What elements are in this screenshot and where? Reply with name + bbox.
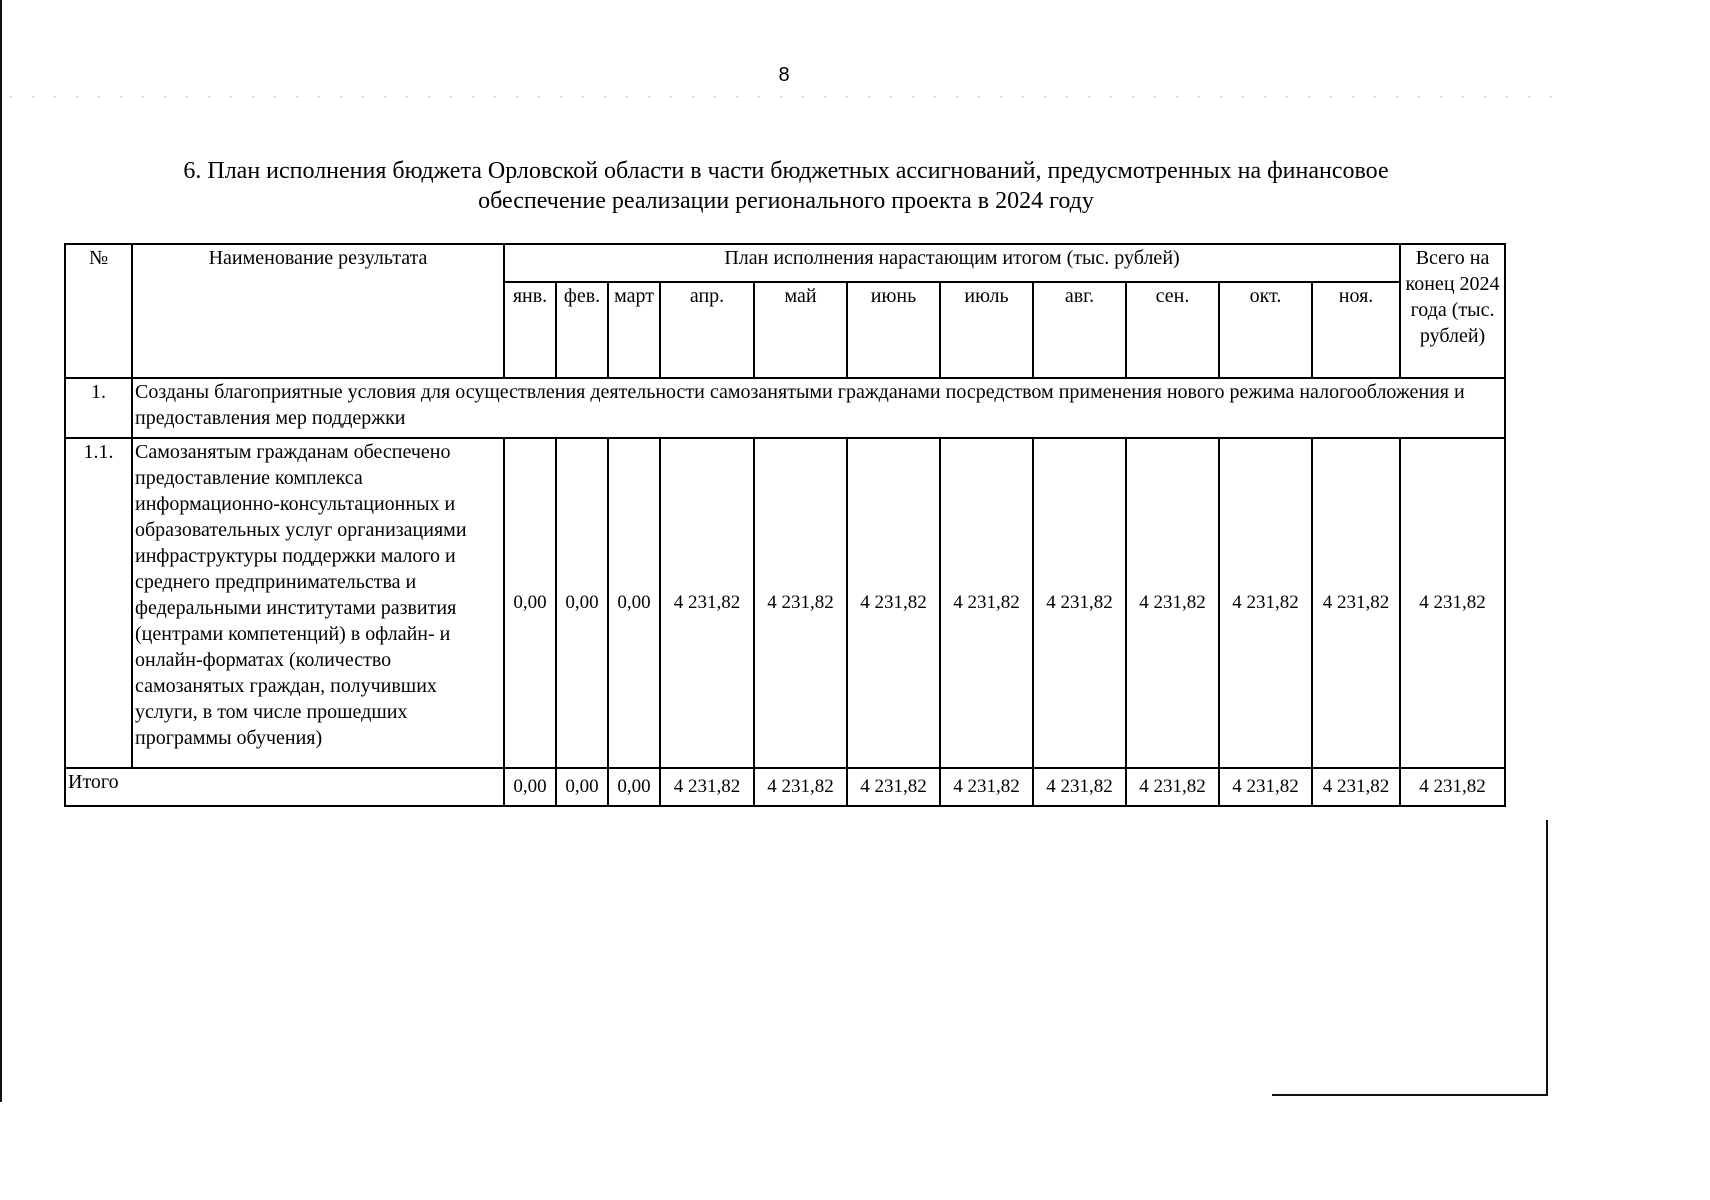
page-number: 8	[778, 64, 790, 86]
title-line-1: 6. План исполнения бюджета Орловской области в части бюджетных ассигнований, предусмотренных на финансовое	[183, 158, 1389, 184]
item-value: 0,00	[504, 438, 556, 768]
header-plan: План исполнения нарастающим итогом (тыс. рублей)	[504, 244, 1400, 282]
budget-plan-table	[64, 243, 1506, 807]
header-number: №	[65, 244, 132, 378]
header-name: Наименование результата	[132, 244, 504, 378]
item-name: Самозанятым гражданам обеспечено предоставление комплекса информационно-консультационных и образовательных услуг организациями инфраструктуры поддержки малого и среднего предпринимательства и федеральными институтами развития (центрами компетенций) в офлайн- и онлайн-форматах (количество самозанятых граждан, получивших услуги, в том числе прошедших программы обучения)	[132, 438, 504, 768]
header-month: янв.	[504, 282, 556, 378]
totals-value: 4 231,82	[1219, 768, 1312, 806]
totals-row	[65, 768, 1505, 806]
totals-value: 4 231,82	[1033, 768, 1126, 806]
totals-label: Итого	[65, 768, 504, 806]
item-value: 4 231,82	[754, 438, 847, 768]
section-row	[65, 378, 1505, 438]
item-value: 0,00	[608, 438, 660, 768]
item-value: 0,00	[556, 438, 608, 768]
header-month: май	[754, 282, 847, 378]
header-month: ноя.	[1312, 282, 1400, 378]
totals-grand-total: 4 231,82	[1400, 768, 1505, 806]
header-month: фев.	[556, 282, 608, 378]
item-value: 4 231,82	[1219, 438, 1312, 768]
item-number: 1.1.	[65, 438, 132, 768]
totals-value: 4 231,82	[1312, 768, 1400, 806]
item-value: 4 231,82	[847, 438, 940, 768]
table-row	[65, 438, 1505, 768]
totals-value: 4 231,82	[660, 768, 754, 806]
header-month: авг.	[1033, 282, 1126, 378]
header-month: сен.	[1126, 282, 1219, 378]
totals-value: 0,00	[504, 768, 556, 806]
document-title	[80, 156, 1492, 216]
scan-bottom-edge	[1272, 1094, 1548, 1096]
item-value: 4 231,82	[940, 438, 1033, 768]
item-value: 4 231,82	[1033, 438, 1126, 768]
totals-value: 4 231,82	[847, 768, 940, 806]
scan-right-edge	[1546, 820, 1548, 1096]
header-row-1	[65, 244, 1505, 282]
totals-value: 4 231,82	[1126, 768, 1219, 806]
item-value: 4 231,82	[1312, 438, 1400, 768]
header-total: Всего на конец 2024 года (тыс. рублей)	[1400, 244, 1505, 378]
header-month: июнь	[847, 282, 940, 378]
totals-value: 4 231,82	[940, 768, 1033, 806]
section-number: 1.	[65, 378, 132, 438]
totals-value: 0,00	[608, 768, 660, 806]
header-month: окт.	[1219, 282, 1312, 378]
header-month: март	[608, 282, 660, 378]
item-value: 4 231,82	[1126, 438, 1219, 768]
title-line-2: обеспечение реализации регионального проекта в 2024 году	[478, 188, 1094, 214]
header-month: июль	[940, 282, 1033, 378]
scan-noise	[0, 96, 1568, 98]
totals-value: 4 231,82	[754, 768, 847, 806]
section-text: Созданы благоприятные условия для осуществления деятельности самозанятыми гражданами посредством применения нового режима налогообложения и предоставления мер поддержки	[132, 378, 1505, 438]
header-month: апр.	[660, 282, 754, 378]
scan-left-edge	[0, 0, 2, 1102]
item-total: 4 231,82	[1400, 438, 1505, 768]
item-value: 4 231,82	[660, 438, 754, 768]
totals-value: 0,00	[556, 768, 608, 806]
